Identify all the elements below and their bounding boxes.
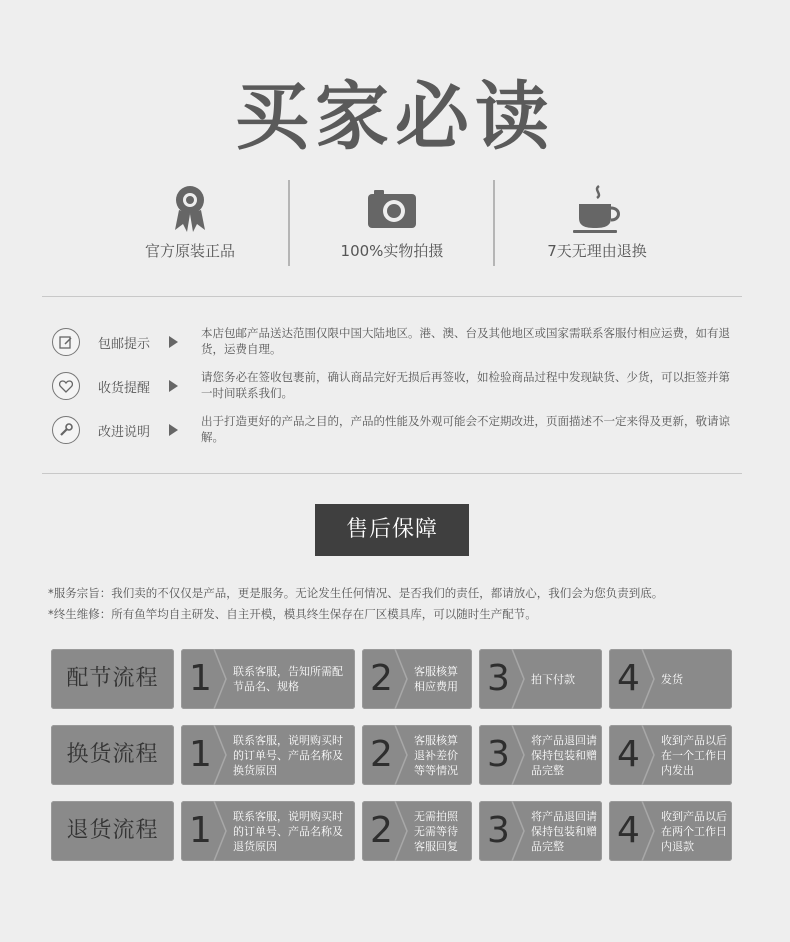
step-number: 1 bbox=[189, 658, 212, 699]
step-number: 4 bbox=[617, 734, 640, 775]
step-text: 联系客服，说明购买时的订单号、产品名称及退货原因 bbox=[233, 809, 343, 853]
chevron-right-icon bbox=[641, 649, 655, 709]
flow-step bbox=[181, 649, 355, 709]
notice-receipt bbox=[52, 368, 752, 408]
flow-title: 配节流程 bbox=[51, 649, 174, 709]
feature-return bbox=[497, 182, 697, 261]
chevron-right-icon bbox=[511, 725, 525, 785]
section-divider bbox=[42, 473, 742, 474]
step-text: 无需拍照无需等待客服回复 bbox=[414, 809, 458, 853]
notice-label: 包邮提示 bbox=[98, 337, 151, 352]
divider bbox=[288, 180, 290, 266]
flow-title: 换货流程 bbox=[51, 725, 174, 785]
camera-icon bbox=[292, 182, 492, 236]
step-text: 收到产品以后在一个工作日内发出 bbox=[661, 733, 727, 777]
step-text: 客服核算相应费用 bbox=[414, 665, 458, 693]
step-number: 2 bbox=[370, 734, 393, 775]
heart-icon bbox=[52, 372, 80, 400]
ribbon-award-icon bbox=[90, 182, 290, 236]
section-divider bbox=[42, 296, 742, 297]
flow-step bbox=[479, 725, 602, 785]
arrow-right-icon bbox=[169, 336, 178, 348]
flow-step bbox=[609, 725, 732, 785]
feature-label: 官方原装正品 bbox=[144, 242, 235, 260]
step-text: 联系客服，告知所需配节品名、规格 bbox=[233, 665, 343, 693]
flow-step bbox=[609, 801, 732, 861]
step-text: 发货 bbox=[661, 672, 683, 686]
flow-step bbox=[362, 801, 472, 861]
service-principle: *服务宗旨：我们卖的不仅仅是产品，更是服务。无论发生任何情况、是否我们的责任，都请放心，我们会为您负责到底。 bbox=[48, 586, 664, 600]
step-number: 4 bbox=[617, 658, 640, 699]
arrow-right-icon bbox=[169, 424, 178, 436]
step-text: 将产品退回请保持包装和赠品完整 bbox=[531, 733, 597, 777]
page-title: 买家必读 bbox=[235, 74, 555, 160]
coffee-cup-icon bbox=[497, 182, 697, 236]
chevron-right-icon bbox=[394, 725, 408, 785]
divider bbox=[493, 180, 495, 266]
chevron-right-icon bbox=[641, 801, 655, 861]
step-number: 3 bbox=[487, 658, 510, 699]
chevron-right-icon bbox=[394, 649, 408, 709]
step-number: 4 bbox=[617, 810, 640, 851]
flow-step bbox=[362, 649, 472, 709]
flow-step bbox=[362, 725, 472, 785]
flow-step bbox=[609, 649, 732, 709]
chevron-right-icon bbox=[511, 649, 525, 709]
arrow-right-icon bbox=[169, 380, 178, 392]
chevron-right-icon bbox=[213, 801, 227, 861]
feature-label: 7天无理由退换 bbox=[547, 242, 647, 260]
notice-label: 收货提醒 bbox=[98, 381, 151, 396]
lifetime-repair: *终生维修：所有鱼竿均自主研发、自主开模，模具终生保存在厂区模具库，可以随时生产配节。 bbox=[48, 607, 537, 621]
flow-title: 退货流程 bbox=[51, 801, 174, 861]
notice-text: 本店包邮产品送达范围仅限中国大陆地区。港、澳、台及其他地区或国家需联系客服付相应运费，如有退货，运费自理。 bbox=[201, 326, 730, 356]
feature-label: 100%实物拍摄 bbox=[340, 242, 444, 260]
step-text: 拍下付款 bbox=[531, 672, 575, 686]
edit-icon bbox=[52, 328, 80, 356]
step-number: 3 bbox=[487, 734, 510, 775]
chevron-right-icon bbox=[641, 725, 655, 785]
step-number: 3 bbox=[487, 810, 510, 851]
notice-label: 改进说明 bbox=[98, 425, 151, 440]
feature-genuine bbox=[90, 182, 290, 261]
feature-real-photo bbox=[292, 182, 492, 261]
step-text: 联系客服，说明购买时的订单号、产品名称及换货原因 bbox=[233, 733, 343, 777]
notice-text: 出于打造更好的产品之目的，产品的性能及外观可能会不定期改进，页面描述不一定来得及更新，敬请谅解。 bbox=[201, 414, 730, 444]
flow-step bbox=[181, 725, 355, 785]
chevron-right-icon bbox=[213, 649, 227, 709]
chevron-right-icon bbox=[213, 725, 227, 785]
step-number: 2 bbox=[370, 658, 393, 699]
step-text: 客服核算退补差价等等情况 bbox=[414, 733, 458, 777]
notice-shipping bbox=[52, 324, 752, 364]
notice-text: 请您务必在签收包裹前，确认商品完好无损后再签收，如检验商品过程中发现缺货、少货，可以拒签并第一时间联系我们。 bbox=[201, 370, 730, 400]
step-number: 1 bbox=[189, 810, 212, 851]
flow-step bbox=[181, 801, 355, 861]
step-text: 将产品退回请保持包装和赠品完整 bbox=[531, 809, 597, 853]
step-text: 收到产品以后在两个工作日内退款 bbox=[661, 809, 727, 853]
step-number: 1 bbox=[189, 734, 212, 775]
chevron-right-icon bbox=[394, 801, 408, 861]
step-number: 2 bbox=[370, 810, 393, 851]
flow-step bbox=[479, 801, 602, 861]
wrench-icon bbox=[52, 416, 80, 444]
chevron-right-icon bbox=[511, 801, 525, 861]
flow-step bbox=[479, 649, 602, 709]
notice-improvement bbox=[52, 412, 752, 452]
after-sales-banner: 售后保障 bbox=[315, 504, 469, 556]
